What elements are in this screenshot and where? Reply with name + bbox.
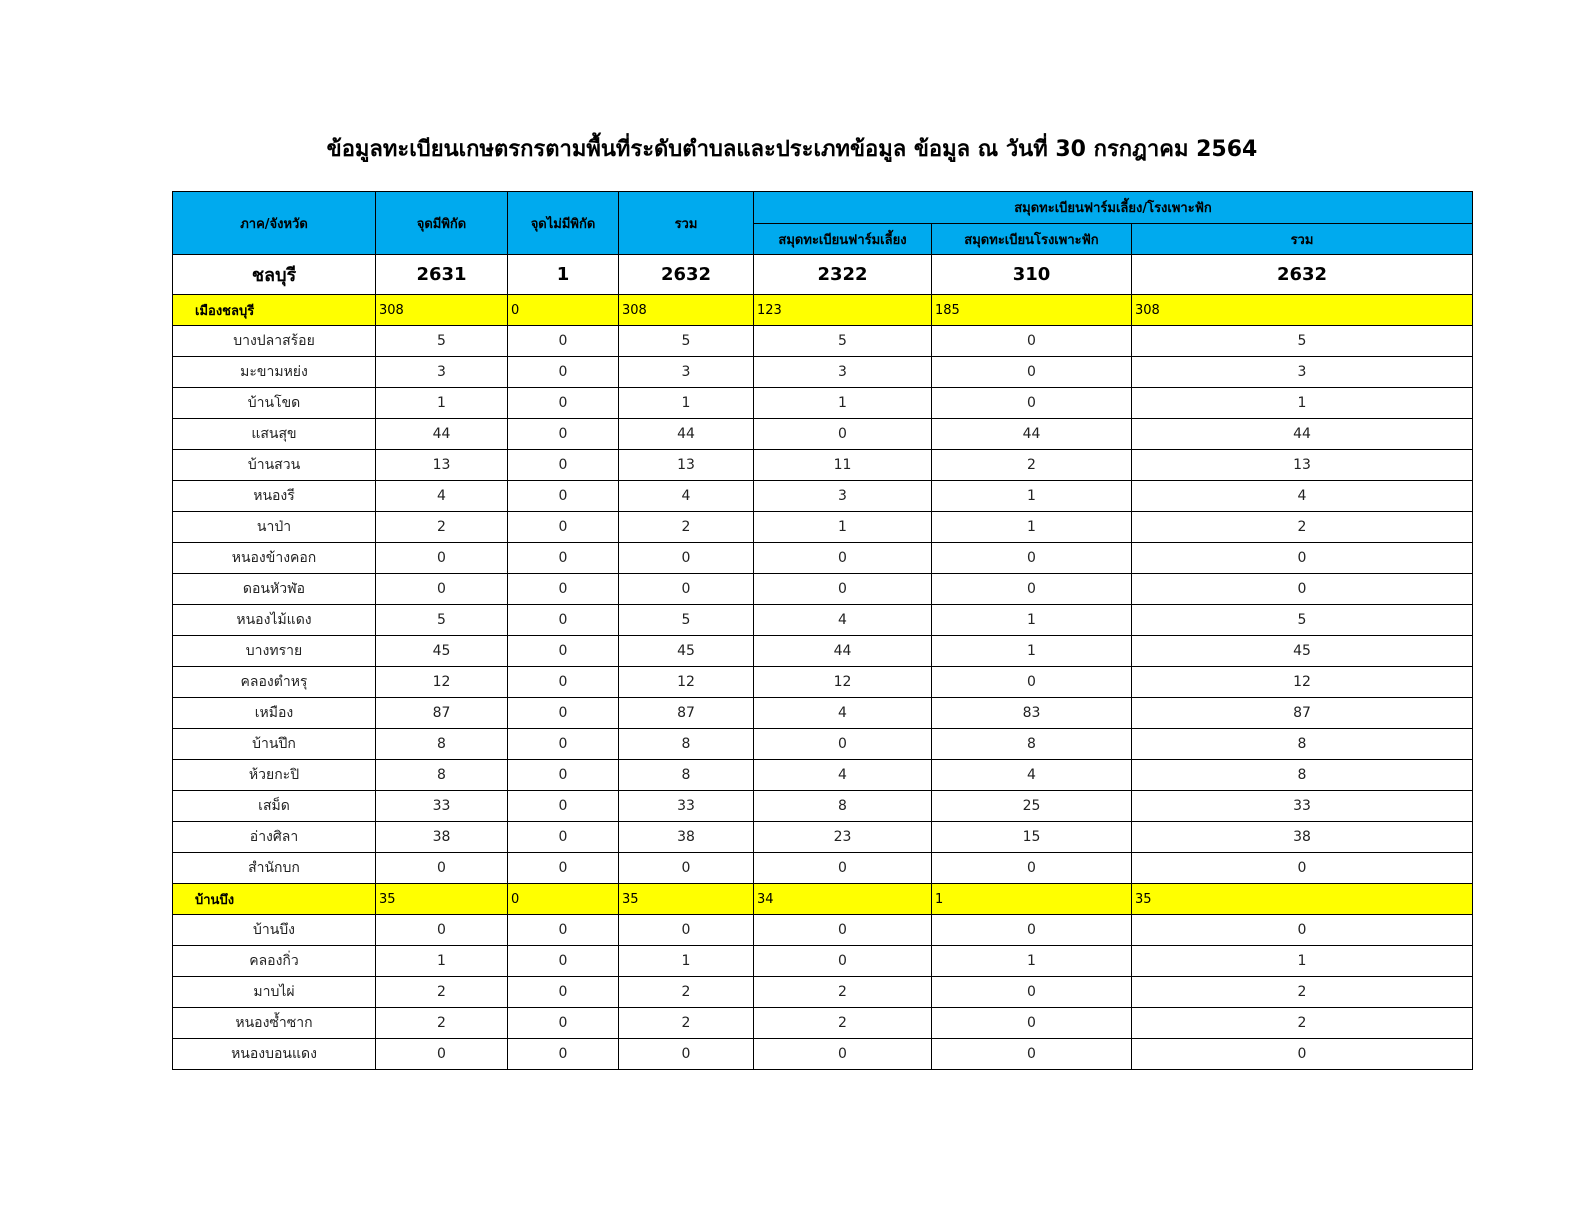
cell-without-coord: 0 bbox=[508, 295, 619, 326]
cell-group-total: 12 bbox=[1132, 667, 1473, 698]
subdistrict-row bbox=[173, 357, 1473, 388]
cell-farm-book: 4 bbox=[754, 698, 932, 729]
cell-with-coord: 308 bbox=[376, 295, 508, 326]
cell-with-coord: 13 bbox=[376, 450, 508, 481]
cell-name: อ่างศิลา bbox=[173, 822, 376, 853]
cell-with-coord: 3 bbox=[376, 357, 508, 388]
cell-without-coord: 0 bbox=[508, 543, 619, 574]
cell-hatchery-book: 4 bbox=[932, 760, 1132, 791]
cell-total: 8 bbox=[619, 729, 754, 760]
cell-total: 87 bbox=[619, 698, 754, 729]
cell-total: 3 bbox=[619, 357, 754, 388]
cell-total: 0 bbox=[619, 543, 754, 574]
cell-with-coord: 8 bbox=[376, 760, 508, 791]
cell-total: 2 bbox=[619, 512, 754, 543]
cell-name: บ้านโขด bbox=[173, 388, 376, 419]
cell-name: บางทราย bbox=[173, 636, 376, 667]
page-title: ข้อมูลทะเบียนเกษตรกรตามพื้นที่ระดับตำบลและประเภทข้อมูล ข้อมูล ณ วันที่ 30 กรกฎาคม 2564 bbox=[326, 137, 1258, 162]
cell-group-total: 5 bbox=[1132, 605, 1473, 636]
cell-hatchery-book: 1 bbox=[932, 946, 1132, 977]
cell-hatchery-book: 0 bbox=[932, 853, 1132, 884]
cell-hatchery-book: 1 bbox=[932, 512, 1132, 543]
cell-group-total: 33 bbox=[1132, 791, 1473, 822]
cell-hatchery-book: 0 bbox=[932, 543, 1132, 574]
cell-without-coord: 0 bbox=[508, 977, 619, 1008]
cell-name: บ้านปึก bbox=[173, 729, 376, 760]
district-row bbox=[173, 295, 1473, 326]
subdistrict-row bbox=[173, 450, 1473, 481]
cell-without-coord: 0 bbox=[508, 450, 619, 481]
subdistrict-row bbox=[173, 915, 1473, 946]
cell-hatchery-book: 1 bbox=[932, 636, 1132, 667]
cell-with-coord: 1 bbox=[376, 388, 508, 419]
cell-group-total: 308 bbox=[1132, 295, 1473, 326]
cell-total: 38 bbox=[619, 822, 754, 853]
header-row-1 bbox=[173, 192, 1473, 224]
cell-with-coord: 38 bbox=[376, 822, 508, 853]
cell-total: 0 bbox=[619, 915, 754, 946]
cell-with-coord: 33 bbox=[376, 791, 508, 822]
cell-farm-book: 5 bbox=[754, 326, 932, 357]
cell-name: เมืองชลบุรี bbox=[173, 295, 376, 326]
cell-farm-book: 4 bbox=[754, 605, 932, 636]
cell-farm-book: 0 bbox=[754, 543, 932, 574]
cell-without-coord: 0 bbox=[508, 357, 619, 388]
cell-name: เหมือง bbox=[173, 698, 376, 729]
cell-with-coord: 44 bbox=[376, 419, 508, 450]
col-header-region: ภาค/จังหวัด bbox=[173, 192, 376, 255]
cell-hatchery-book: 0 bbox=[932, 977, 1132, 1008]
cell-total: 33 bbox=[619, 791, 754, 822]
subdistrict-row bbox=[173, 667, 1473, 698]
cell-group-total: 2 bbox=[1132, 512, 1473, 543]
cell-group-total: 45 bbox=[1132, 636, 1473, 667]
cell-name: บ้านบึง bbox=[173, 915, 376, 946]
cell-name: หนองบอนแดง bbox=[173, 1039, 376, 1070]
cell-total: 0 bbox=[619, 1039, 754, 1070]
cell-group-total: 2632 bbox=[1132, 255, 1473, 295]
cell-farm-book: 1 bbox=[754, 512, 932, 543]
cell-name: เสม็ด bbox=[173, 791, 376, 822]
cell-without-coord: 0 bbox=[508, 698, 619, 729]
cell-group-total: 0 bbox=[1132, 915, 1473, 946]
cell-farm-book: 12 bbox=[754, 667, 932, 698]
cell-without-coord: 0 bbox=[508, 822, 619, 853]
subdistrict-row bbox=[173, 574, 1473, 605]
cell-hatchery-book: 0 bbox=[932, 1039, 1132, 1070]
cell-hatchery-book: 0 bbox=[932, 574, 1132, 605]
cell-without-coord: 0 bbox=[508, 853, 619, 884]
subdistrict-row bbox=[173, 636, 1473, 667]
cell-group-total: 5 bbox=[1132, 326, 1473, 357]
cell-without-coord: 0 bbox=[508, 636, 619, 667]
cell-total: 2632 bbox=[619, 255, 754, 295]
cell-group-total: 13 bbox=[1132, 450, 1473, 481]
cell-with-coord: 45 bbox=[376, 636, 508, 667]
cell-name: นาป่า bbox=[173, 512, 376, 543]
cell-farm-book: 23 bbox=[754, 822, 932, 853]
subdistrict-row bbox=[173, 512, 1473, 543]
cell-farm-book: 0 bbox=[754, 574, 932, 605]
cell-farm-book: 0 bbox=[754, 729, 932, 760]
cell-name: คลองตำหรุ bbox=[173, 667, 376, 698]
cell-farm-book: 11 bbox=[754, 450, 932, 481]
cell-with-coord: 2 bbox=[376, 1008, 508, 1039]
cell-group-total: 2 bbox=[1132, 977, 1473, 1008]
cell-farm-book: 4 bbox=[754, 760, 932, 791]
cell-hatchery-book: 1 bbox=[932, 884, 1132, 915]
cell-with-coord: 0 bbox=[376, 574, 508, 605]
cell-without-coord: 0 bbox=[508, 419, 619, 450]
cell-group-total: 1 bbox=[1132, 946, 1473, 977]
cell-with-coord: 35 bbox=[376, 884, 508, 915]
cell-with-coord: 0 bbox=[376, 1039, 508, 1070]
cell-hatchery-book: 1 bbox=[932, 481, 1132, 512]
cell-total: 1 bbox=[619, 946, 754, 977]
subdistrict-row bbox=[173, 543, 1473, 574]
farmer-registry-table bbox=[172, 191, 1473, 1070]
cell-total: 5 bbox=[619, 605, 754, 636]
cell-with-coord: 0 bbox=[376, 543, 508, 574]
table-body bbox=[173, 255, 1473, 1070]
cell-hatchery-book: 1 bbox=[932, 605, 1132, 636]
subdistrict-row bbox=[173, 1008, 1473, 1039]
cell-with-coord: 87 bbox=[376, 698, 508, 729]
cell-hatchery-book: 15 bbox=[932, 822, 1132, 853]
cell-hatchery-book: 44 bbox=[932, 419, 1132, 450]
cell-group-total: 87 bbox=[1132, 698, 1473, 729]
cell-group-total: 0 bbox=[1132, 543, 1473, 574]
cell-with-coord: 2 bbox=[376, 977, 508, 1008]
col-header-without-coord: จุดไม่มีพิกัด bbox=[508, 192, 619, 255]
col-header-with-coord: จุดมีพิกัด bbox=[376, 192, 508, 255]
cell-with-coord: 2 bbox=[376, 512, 508, 543]
cell-without-coord: 0 bbox=[508, 915, 619, 946]
cell-name: ดอนหัวฬ่อ bbox=[173, 574, 376, 605]
cell-hatchery-book: 83 bbox=[932, 698, 1132, 729]
cell-hatchery-book: 0 bbox=[932, 388, 1132, 419]
cell-without-coord: 0 bbox=[508, 512, 619, 543]
cell-without-coord: 1 bbox=[508, 255, 619, 295]
cell-name: มะขามหย่ง bbox=[173, 357, 376, 388]
subdistrict-row bbox=[173, 481, 1473, 512]
cell-without-coord: 0 bbox=[508, 326, 619, 357]
cell-farm-book: 0 bbox=[754, 946, 932, 977]
district-row bbox=[173, 884, 1473, 915]
cell-without-coord: 0 bbox=[508, 1039, 619, 1070]
cell-farm-book: 8 bbox=[754, 791, 932, 822]
cell-total: 1 bbox=[619, 388, 754, 419]
subdistrict-row bbox=[173, 605, 1473, 636]
col-header-farm-book: สมุดทะเบียนฟาร์มเลี้ยง bbox=[754, 224, 932, 255]
cell-with-coord: 0 bbox=[376, 853, 508, 884]
subdistrict-row bbox=[173, 729, 1473, 760]
subdistrict-row bbox=[173, 1039, 1473, 1070]
cell-farm-book: 123 bbox=[754, 295, 932, 326]
cell-group-total: 4 bbox=[1132, 481, 1473, 512]
cell-group-total: 35 bbox=[1132, 884, 1473, 915]
cell-hatchery-book: 185 bbox=[932, 295, 1132, 326]
cell-hatchery-book: 310 bbox=[932, 255, 1132, 295]
cell-name: สำนักบก bbox=[173, 853, 376, 884]
subdistrict-row bbox=[173, 977, 1473, 1008]
cell-total: 308 bbox=[619, 295, 754, 326]
cell-without-coord: 0 bbox=[508, 791, 619, 822]
subdistrict-row bbox=[173, 760, 1473, 791]
cell-hatchery-book: 25 bbox=[932, 791, 1132, 822]
cell-total: 8 bbox=[619, 760, 754, 791]
cell-total: 44 bbox=[619, 419, 754, 450]
cell-without-coord: 0 bbox=[508, 605, 619, 636]
subdistrict-row bbox=[173, 791, 1473, 822]
cell-name: คลองกิ่ว bbox=[173, 946, 376, 977]
cell-group-total: 2 bbox=[1132, 1008, 1473, 1039]
cell-name: หนองซ้ำซาก bbox=[173, 1008, 376, 1039]
cell-farm-book: 2 bbox=[754, 1008, 932, 1039]
cell-with-coord: 12 bbox=[376, 667, 508, 698]
cell-without-coord: 0 bbox=[508, 729, 619, 760]
cell-without-coord: 0 bbox=[508, 388, 619, 419]
cell-name: หนองข้างคอก bbox=[173, 543, 376, 574]
province-row bbox=[173, 255, 1473, 295]
cell-name: ชลบุรี bbox=[173, 255, 376, 295]
cell-hatchery-book: 0 bbox=[932, 667, 1132, 698]
cell-total: 45 bbox=[619, 636, 754, 667]
subdistrict-row bbox=[173, 946, 1473, 977]
cell-farm-book: 2 bbox=[754, 977, 932, 1008]
cell-without-coord: 0 bbox=[508, 1008, 619, 1039]
col-header-group-total: รวม bbox=[1132, 224, 1473, 255]
cell-group-total: 44 bbox=[1132, 419, 1473, 450]
cell-group-total: 8 bbox=[1132, 760, 1473, 791]
cell-with-coord: 0 bbox=[376, 915, 508, 946]
cell-group-total: 0 bbox=[1132, 574, 1473, 605]
cell-total: 13 bbox=[619, 450, 754, 481]
cell-group-total: 1 bbox=[1132, 388, 1473, 419]
cell-farm-book: 34 bbox=[754, 884, 932, 915]
cell-group-total: 8 bbox=[1132, 729, 1473, 760]
subdistrict-row bbox=[173, 822, 1473, 853]
cell-hatchery-book: 0 bbox=[932, 915, 1132, 946]
cell-farm-book: 3 bbox=[754, 481, 932, 512]
col-header-total: รวม bbox=[619, 192, 754, 255]
cell-total: 2 bbox=[619, 1008, 754, 1039]
cell-hatchery-book: 8 bbox=[932, 729, 1132, 760]
col-header-hatchery-book: สมุดทะเบียนโรงเพาะฟัก bbox=[932, 224, 1132, 255]
cell-total: 0 bbox=[619, 853, 754, 884]
cell-name: บางปลาสร้อย bbox=[173, 326, 376, 357]
cell-total: 0 bbox=[619, 574, 754, 605]
cell-name: บ้านบึง bbox=[173, 884, 376, 915]
cell-farm-book: 3 bbox=[754, 357, 932, 388]
cell-with-coord: 8 bbox=[376, 729, 508, 760]
subdistrict-row bbox=[173, 326, 1473, 357]
cell-without-coord: 0 bbox=[508, 574, 619, 605]
cell-group-total: 3 bbox=[1132, 357, 1473, 388]
cell-without-coord: 0 bbox=[508, 667, 619, 698]
cell-hatchery-book: 2 bbox=[932, 450, 1132, 481]
cell-farm-book: 2322 bbox=[754, 255, 932, 295]
cell-name: แสนสุข bbox=[173, 419, 376, 450]
subdistrict-row bbox=[173, 698, 1473, 729]
subdistrict-row bbox=[173, 388, 1473, 419]
subdistrict-row bbox=[173, 853, 1473, 884]
cell-hatchery-book: 0 bbox=[932, 326, 1132, 357]
cell-farm-book: 0 bbox=[754, 853, 932, 884]
col-header-group: สมุดทะเบียนฟาร์มเลี้ยง/โรงเพาะฟัก bbox=[754, 192, 1473, 224]
cell-total: 4 bbox=[619, 481, 754, 512]
cell-with-coord: 1 bbox=[376, 946, 508, 977]
cell-hatchery-book: 0 bbox=[932, 357, 1132, 388]
cell-total: 5 bbox=[619, 326, 754, 357]
cell-with-coord: 5 bbox=[376, 326, 508, 357]
cell-name: หนองรี bbox=[173, 481, 376, 512]
cell-group-total: 38 bbox=[1132, 822, 1473, 853]
cell-without-coord: 0 bbox=[508, 884, 619, 915]
cell-without-coord: 0 bbox=[508, 481, 619, 512]
cell-name: ห้วยกะปิ bbox=[173, 760, 376, 791]
cell-name: บ้านสวน bbox=[173, 450, 376, 481]
cell-name: มาบไผ่ bbox=[173, 977, 376, 1008]
cell-group-total: 0 bbox=[1132, 853, 1473, 884]
cell-total: 12 bbox=[619, 667, 754, 698]
cell-total: 35 bbox=[619, 884, 754, 915]
cell-name: หนองไม้แดง bbox=[173, 605, 376, 636]
cell-hatchery-book: 0 bbox=[932, 1008, 1132, 1039]
cell-total: 2 bbox=[619, 977, 754, 1008]
cell-without-coord: 0 bbox=[508, 946, 619, 977]
cell-with-coord: 4 bbox=[376, 481, 508, 512]
cell-with-coord: 5 bbox=[376, 605, 508, 636]
subdistrict-row bbox=[173, 419, 1473, 450]
cell-group-total: 0 bbox=[1132, 1039, 1473, 1070]
cell-with-coord: 2631 bbox=[376, 255, 508, 295]
cell-farm-book: 0 bbox=[754, 1039, 932, 1070]
cell-farm-book: 1 bbox=[754, 388, 932, 419]
cell-without-coord: 0 bbox=[508, 760, 619, 791]
cell-farm-book: 44 bbox=[754, 636, 932, 667]
cell-farm-book: 0 bbox=[754, 419, 932, 450]
cell-farm-book: 0 bbox=[754, 915, 932, 946]
